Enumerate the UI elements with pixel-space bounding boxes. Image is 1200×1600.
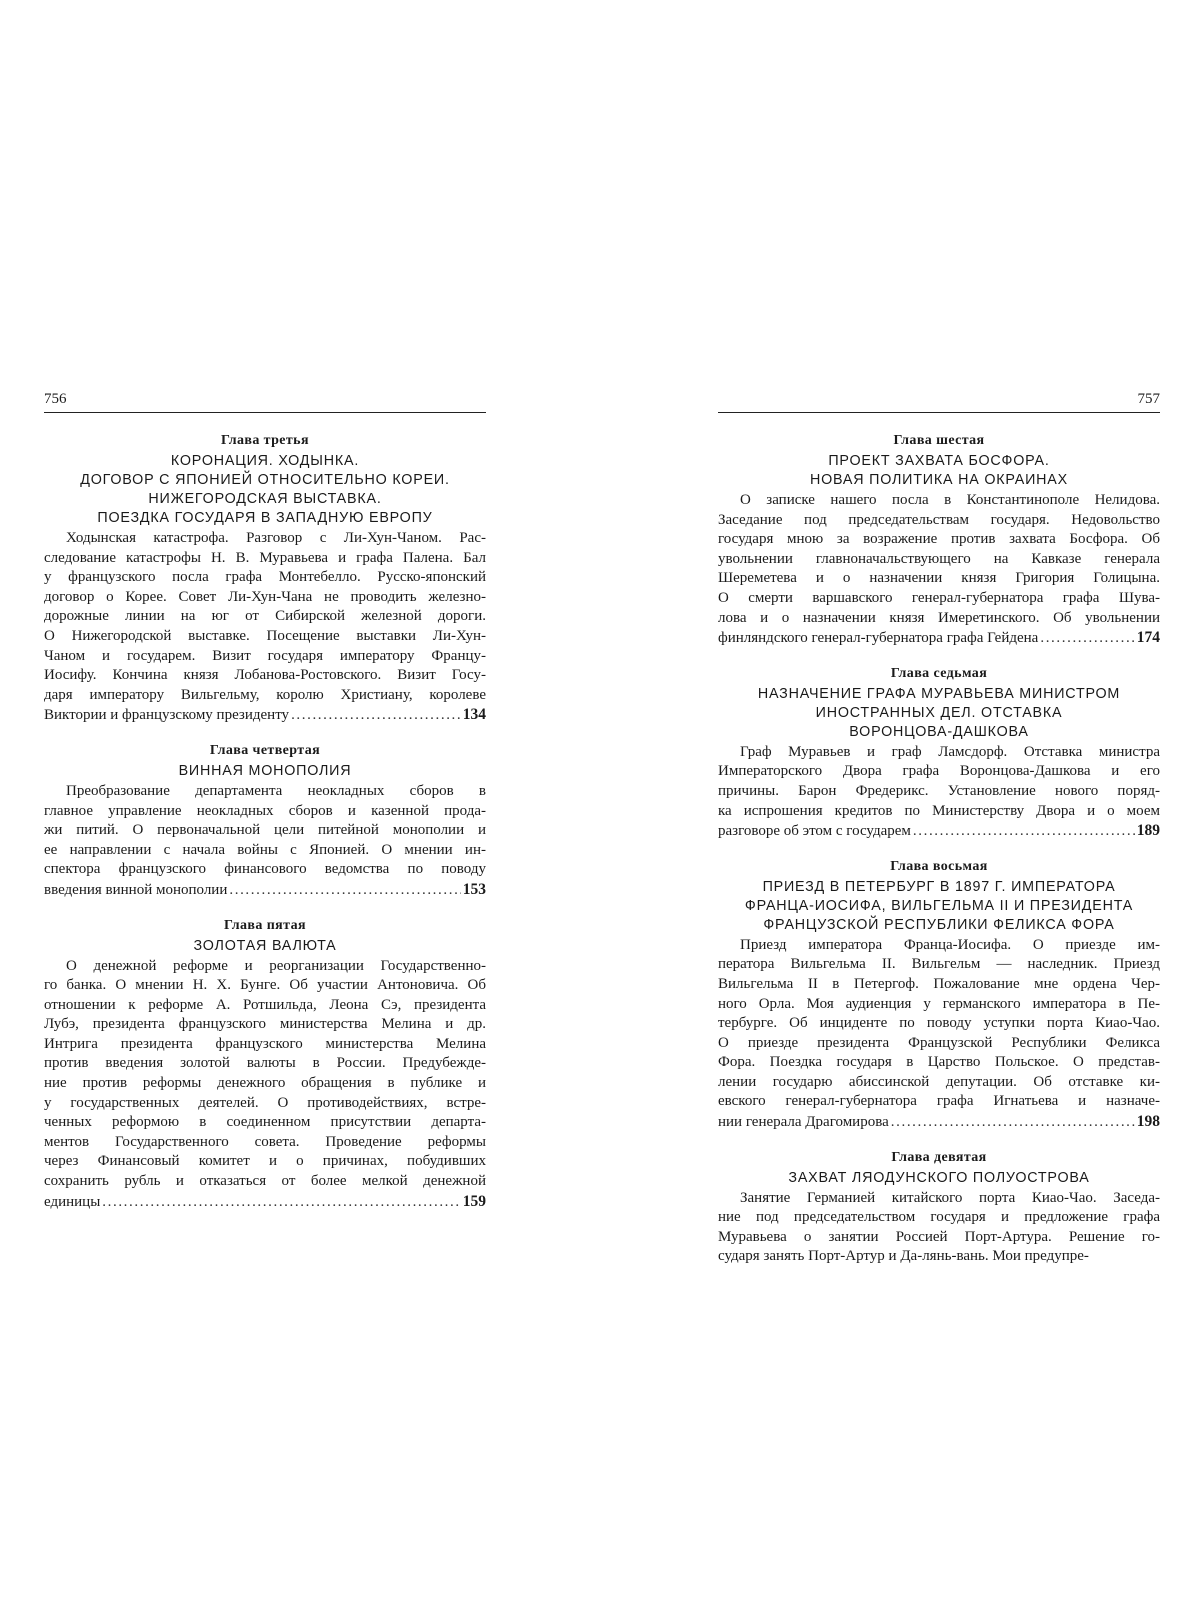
dot-leader <box>291 706 461 726</box>
summary-line: причины. Барон Фредерикс. Установление нового поряд- <box>718 782 1160 799</box>
summary-line: ченных реформою в соединенном присутствии департа- <box>44 1114 486 1131</box>
summary-line: главное управление неокладных сборов и казенной прода- <box>44 802 486 819</box>
chapter-label: Глава восьмая <box>890 858 988 874</box>
summary-line: Заседание под председательствам государя. Недовольство <box>718 511 1160 528</box>
chapter-title <box>718 878 1160 935</box>
chapter-label: Глава девятая <box>891 1149 987 1165</box>
chapter-title <box>44 937 486 956</box>
page-header <box>44 392 486 413</box>
summary-line: Чаном и государем. Визит государя императору Францу- <box>44 647 486 664</box>
summary-line: Приезд императора Франца-Иосифа. О приезде им- <box>740 936 1160 953</box>
summary-line: даря императору Вильгельму, королю Христиану, королеве <box>44 686 486 703</box>
summary-line: ние против реформы денежного обращения в публике и <box>44 1075 486 1092</box>
left-page <box>44 392 486 1227</box>
toc-entry-last-line <box>718 1112 1160 1133</box>
summary-line: государя мною за возражение против захвата Босфора. Об <box>718 531 1160 548</box>
chapter-label: Глава седьмая <box>890 665 988 681</box>
summary-line: у французского посла графа Монтебелло. Русско-японский <box>44 569 486 586</box>
summary-line: нии генерала Драгомирова <box>718 1114 889 1131</box>
page-number: 757 <box>1137 391 1160 407</box>
toc-chapter <box>718 664 1160 842</box>
summary-line: через Финансовый комитет и о причинах, побудивших <box>44 1153 486 1170</box>
dot-leader <box>891 1113 1135 1133</box>
chapter-title <box>44 762 486 781</box>
chapter-title-line: КОРОНАЦИЯ. ХОДЫНКА. <box>170 453 360 469</box>
summary-line: го банка. О мнении Н. Х. Бунге. Об участии Антоновича. Об <box>44 977 486 994</box>
page-reference: 134 <box>462 706 486 724</box>
toc-content <box>44 413 486 1212</box>
chapter-summary <box>718 1189 1160 1267</box>
summary-line: у государственных деятелей. О противодействиях, встре- <box>44 1094 486 1111</box>
toc-entry-last-line <box>44 1192 486 1213</box>
chapter-summary <box>44 782 486 901</box>
summary-line: финляндского генерал-губернатора графа Гейдена <box>718 630 1039 647</box>
chapter-title-line: ВИННАЯ МОНОПОЛИЯ <box>178 762 352 779</box>
toc-chapter <box>718 1148 1160 1267</box>
chapter-title-line: НАЗНАЧЕНИЕ ГРАФА МУРАВЬЕВА МИНИСТРОМ <box>757 685 1121 702</box>
summary-line: ментов Государственного совета. Проведение реформы <box>44 1133 486 1150</box>
page-reference: 189 <box>1136 822 1160 840</box>
summary-line: Ходынская катастрофа. Разговор с Ли-Хун-Чаном. Рас- <box>66 530 486 546</box>
summary-line: введения винной монополии <box>44 881 228 898</box>
toc-chapter <box>718 857 1160 1133</box>
summary-line: спектора французского финансового ведомства по поводу <box>44 861 486 878</box>
summary-line: договор о Корее. Совет Ли-Хун-Чана не проводить железно- <box>44 588 486 605</box>
summary-line: Интрига президента французского министерства Мелина <box>44 1035 486 1052</box>
chapter-title-line: ДОГОВОР С ЯПОНИЕЙ ОТНОСИТЕЛЬНО КОРЕИ. <box>80 472 450 488</box>
summary-line: Занятие Германией китайского порта Киао-Чао. Заседа- <box>740 1189 1160 1206</box>
summary-line: Вильгельма II в Петергоф. Пожалование мне ордена Чер- <box>718 975 1160 992</box>
summary-line: ее направлении с начала войны с Японией. О мнении ин- <box>44 841 486 858</box>
chapter-title <box>718 452 1160 490</box>
chapter-title-line: ЗОЛОТАЯ ВАЛЮТА <box>193 937 337 954</box>
chapter-title <box>44 452 486 528</box>
chapter-title-line: ВОРОНЦОВА-ДАШКОВА <box>849 723 1029 740</box>
summary-line: О записке нашего посла в Константинополе Нелидова. <box>740 492 1160 508</box>
summary-line: сударя занять Порт-Артур и Да-лянь-вань. Мои предупре- <box>718 1248 1089 1265</box>
summary-line: О денежной реформе и реорганизации Государственно- <box>66 957 486 974</box>
page-reference: 198 <box>1136 1113 1160 1131</box>
summary-line: ператора Вильгельма II. Вильгельм — наследник. Приезд <box>718 956 1160 973</box>
summary-line: следование катастрофы Н. В. Муравьева и графа Палена. Бал <box>44 549 486 566</box>
summary-line: О Нижегородской выставке. Посещение выставки Ли-Хун- <box>44 627 486 644</box>
chapter-summary <box>718 743 1160 842</box>
dot-leader <box>913 822 1135 842</box>
toc-chapter <box>44 431 486 726</box>
toc-entry-last-line <box>718 628 1160 649</box>
summary-line: ние под председательством государя и предложение графа <box>718 1209 1160 1226</box>
summary-line: дорожные линии на юг от Сибирской железной дороги. <box>44 608 486 625</box>
summary-line: против введения золотой валюты в России. Предубежде- <box>44 1055 486 1072</box>
chapter-title-line: НОВАЯ ПОЛИТИКА НА ОКРАИНАХ <box>810 472 1068 488</box>
summary-line: лова и о назначении князя Имеретинского. Об увольнении <box>718 609 1160 626</box>
chapter-label: Глава четвертая <box>209 742 321 758</box>
dot-leader <box>229 881 460 901</box>
chapter-summary <box>718 936 1160 1133</box>
toc-entry-last-line <box>718 821 1160 842</box>
summary-line: сохранить рубль и отказаться от более мелкой денежной <box>44 1173 486 1190</box>
chapter-title <box>718 1169 1160 1188</box>
summary-line: Граф Муравьев и граф Ламсдорф. Отставка министра <box>740 743 1160 760</box>
summary-line: Шереметева и о назначении князя Григория Голицына. <box>718 570 1160 587</box>
summary-line: Виктории и французскому президенту <box>44 707 290 724</box>
summary-line: евского генерал-губернатора графа Игнатьева и назначе- <box>718 1093 1160 1110</box>
chapter-title-line: ПРОЕКТ ЗАХВАТА БОСФОРА. <box>828 453 1050 469</box>
chapter-summary <box>44 529 486 726</box>
summary-line: ка испрошения кредитов по Министерству Двора и о моем <box>718 802 1160 819</box>
summary-line: ного Орла. Моя аудиенция у германского императора в Пе- <box>718 995 1160 1012</box>
summary-line: Императорского Двора графа Воронцова-Дашкова и его <box>718 763 1160 780</box>
page-reference: 159 <box>462 1192 486 1210</box>
summary-line: увольнении главноначальствующего на Кавказе генерала <box>718 550 1160 567</box>
summary-line: О смерти варшавского генерал-губернатора графа Шува- <box>718 589 1160 606</box>
chapter-label: Глава третья <box>221 433 309 448</box>
summary-line: единицы <box>44 1193 101 1210</box>
chapter-title-line: ФРАНЦУЗСКОЙ РЕСПУБЛИКИ ФЕЛИКСА ФОРА <box>763 916 1115 933</box>
chapter-label: Глава шестая <box>893 433 985 448</box>
summary-line: Преобразование департамента неокладных сборов в <box>66 782 486 799</box>
chapter-title-line: НИЖЕГОРОДСКАЯ ВЫСТАВКА. <box>148 491 382 507</box>
summary-line: Лубэ, президента французского министерства Мелина и др. <box>44 1016 486 1033</box>
chapter-title-line: ПОЕЗДКА ГОСУДАРЯ В ЗАПАДНУЮ ЕВРОПУ <box>97 510 433 526</box>
chapter-title-line: ЗАХВАТ ЛЯОДУНСКОГО ПОЛУОСТРОВА <box>788 1169 1090 1186</box>
summary-line: разговоре об этом с государем <box>718 823 911 840</box>
summary-line: тербурге. Об инциденте по поводу уступки порта Киао-Чао. <box>718 1015 1160 1032</box>
summary-line: лении государю абиссинской депутации. Об отставке ки- <box>718 1073 1160 1090</box>
summary-line: О приезде президента Французской Республики Феликса <box>718 1034 1160 1051</box>
chapter-title <box>718 685 1160 742</box>
chapter-summary <box>44 957 486 1213</box>
right-page <box>718 392 1160 1282</box>
page-number: 756 <box>44 391 67 407</box>
chapter-label: Глава пятая <box>224 917 306 933</box>
dot-leader <box>102 1193 460 1213</box>
summary-line: Иосифу. Кончина князя Лобанова-Ростовского. Визит Госу- <box>44 667 486 684</box>
summary-line: Муравьева о занятии Россией Порт-Артура. Решение го- <box>718 1228 1160 1245</box>
summary-line: отношении к реформе А. Ротшильда, Леона Сэ, президента <box>44 996 486 1013</box>
toc-entry-last-line <box>44 880 486 901</box>
toc-chapter <box>44 741 486 901</box>
toc-content <box>718 413 1160 1267</box>
dot-leader <box>1040 629 1134 649</box>
chapter-title-line: ПРИЕЗД В ПЕТЕРБУРГ В 1897 Г. ИМПЕРАТОРА <box>762 878 1116 895</box>
toc-entry-last-line <box>44 705 486 726</box>
page-reference: 174 <box>1136 629 1160 647</box>
page-header <box>718 392 1160 413</box>
toc-chapter <box>44 916 486 1213</box>
toc-chapter <box>718 431 1160 649</box>
chapter-summary <box>718 491 1160 649</box>
chapter-title-line: ИНОСТРАННЫХ ДЕЛ. ОТСТАВКА <box>815 704 1063 721</box>
page-reference: 153 <box>462 880 486 898</box>
summary-line: жи питий. О первоначальной цели питейной монополии и <box>44 822 486 839</box>
chapter-title-line: ФРАНЦА-ИОСИФА, ВИЛЬГЕЛЬМА II И ПРЕЗИДЕНТА <box>744 897 1134 914</box>
summary-line: Фора. Поездка государя в Царство Польское. О представ- <box>718 1054 1160 1071</box>
